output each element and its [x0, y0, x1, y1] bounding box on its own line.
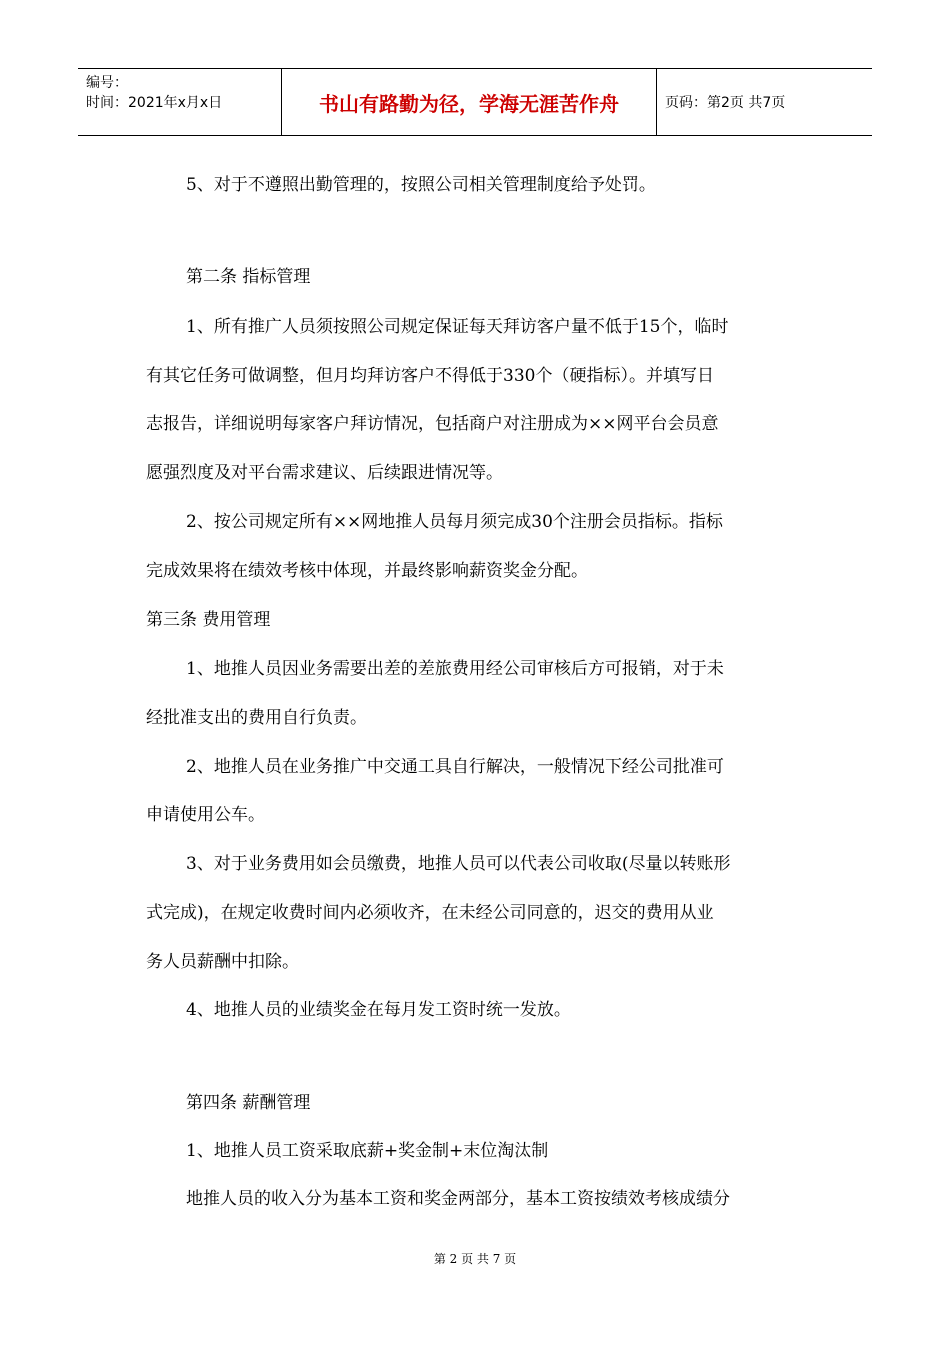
section-heading: 第二条 指标管理	[186, 267, 311, 287]
text-line: 愿强烈度及对平台需求建议、后续跟进情况等。	[146, 463, 503, 483]
text-line: 4、地推人员的业绩奖金在每月发工资时统一发放。	[186, 1000, 571, 1020]
motto: 书山有路勤为径，学海无涯苦作舟	[281, 69, 657, 135]
text-line: 完成效果将在绩效考核中体现，并最终影响薪资奖金分配。	[146, 561, 588, 581]
text-line: 志报告，详细说明每家客户拜访情况，包括商户对注册成为××网平台会员意	[146, 414, 719, 434]
page-header	[78, 68, 872, 136]
text-line: 务人员薪酬中扣除。	[146, 952, 299, 972]
text-line: 经批准支出的费用自行负责。	[146, 708, 367, 728]
text-line: 申请使用公车。	[146, 805, 265, 825]
text-line: 2、按公司规定所有××网地推人员每月须完成30个注册会员指标。指标	[186, 512, 723, 532]
text-line: 2、地推人员在业务推广中交通工具自行解决，一般情况下经公司批准可	[186, 757, 724, 777]
text-line: 地推人员的收入分为基本工资和奖金两部分，基本工资按绩效考核成绩分	[186, 1189, 730, 1209]
number-label: 编号：	[86, 75, 128, 91]
time-label: 时间：2021年x月x日	[86, 95, 223, 111]
text-line: 1、地推人员工资采取底薪+奖金制+末位淘汰制	[186, 1141, 549, 1161]
section-heading: 第三条 费用管理	[146, 610, 271, 630]
text-line: 1、地推人员因业务需要出差的差旅费用经公司审核后方可报销，对于未	[186, 659, 724, 679]
section-heading: 第四条 薪酬管理	[186, 1093, 311, 1113]
page-footer: 第 2 页 共 7 页	[433, 1252, 517, 1266]
text-line: 3、对于业务费用如会员缴费，地推人员可以代表公司收取(尽量以转账形	[186, 854, 731, 874]
text-line: 1、所有推广人员须按照公司规定保证每天拜访客户量不低于15个，临时	[186, 317, 729, 337]
text-line: 5、对于不遵照出勤管理的，按照公司相关管理制度给予处罚。	[186, 175, 656, 195]
header-meta	[78, 69, 281, 135]
page-info: 页码：第2页 共7页	[665, 95, 786, 111]
text-line: 式完成)，在规定收费时间内必须收齐，在未经公司同意的，迟交的费用从业	[146, 903, 714, 923]
text-line: 有其它任务可做调整，但月均拜访客户不得低于330个（硬指标）。并填写日	[146, 366, 714, 386]
